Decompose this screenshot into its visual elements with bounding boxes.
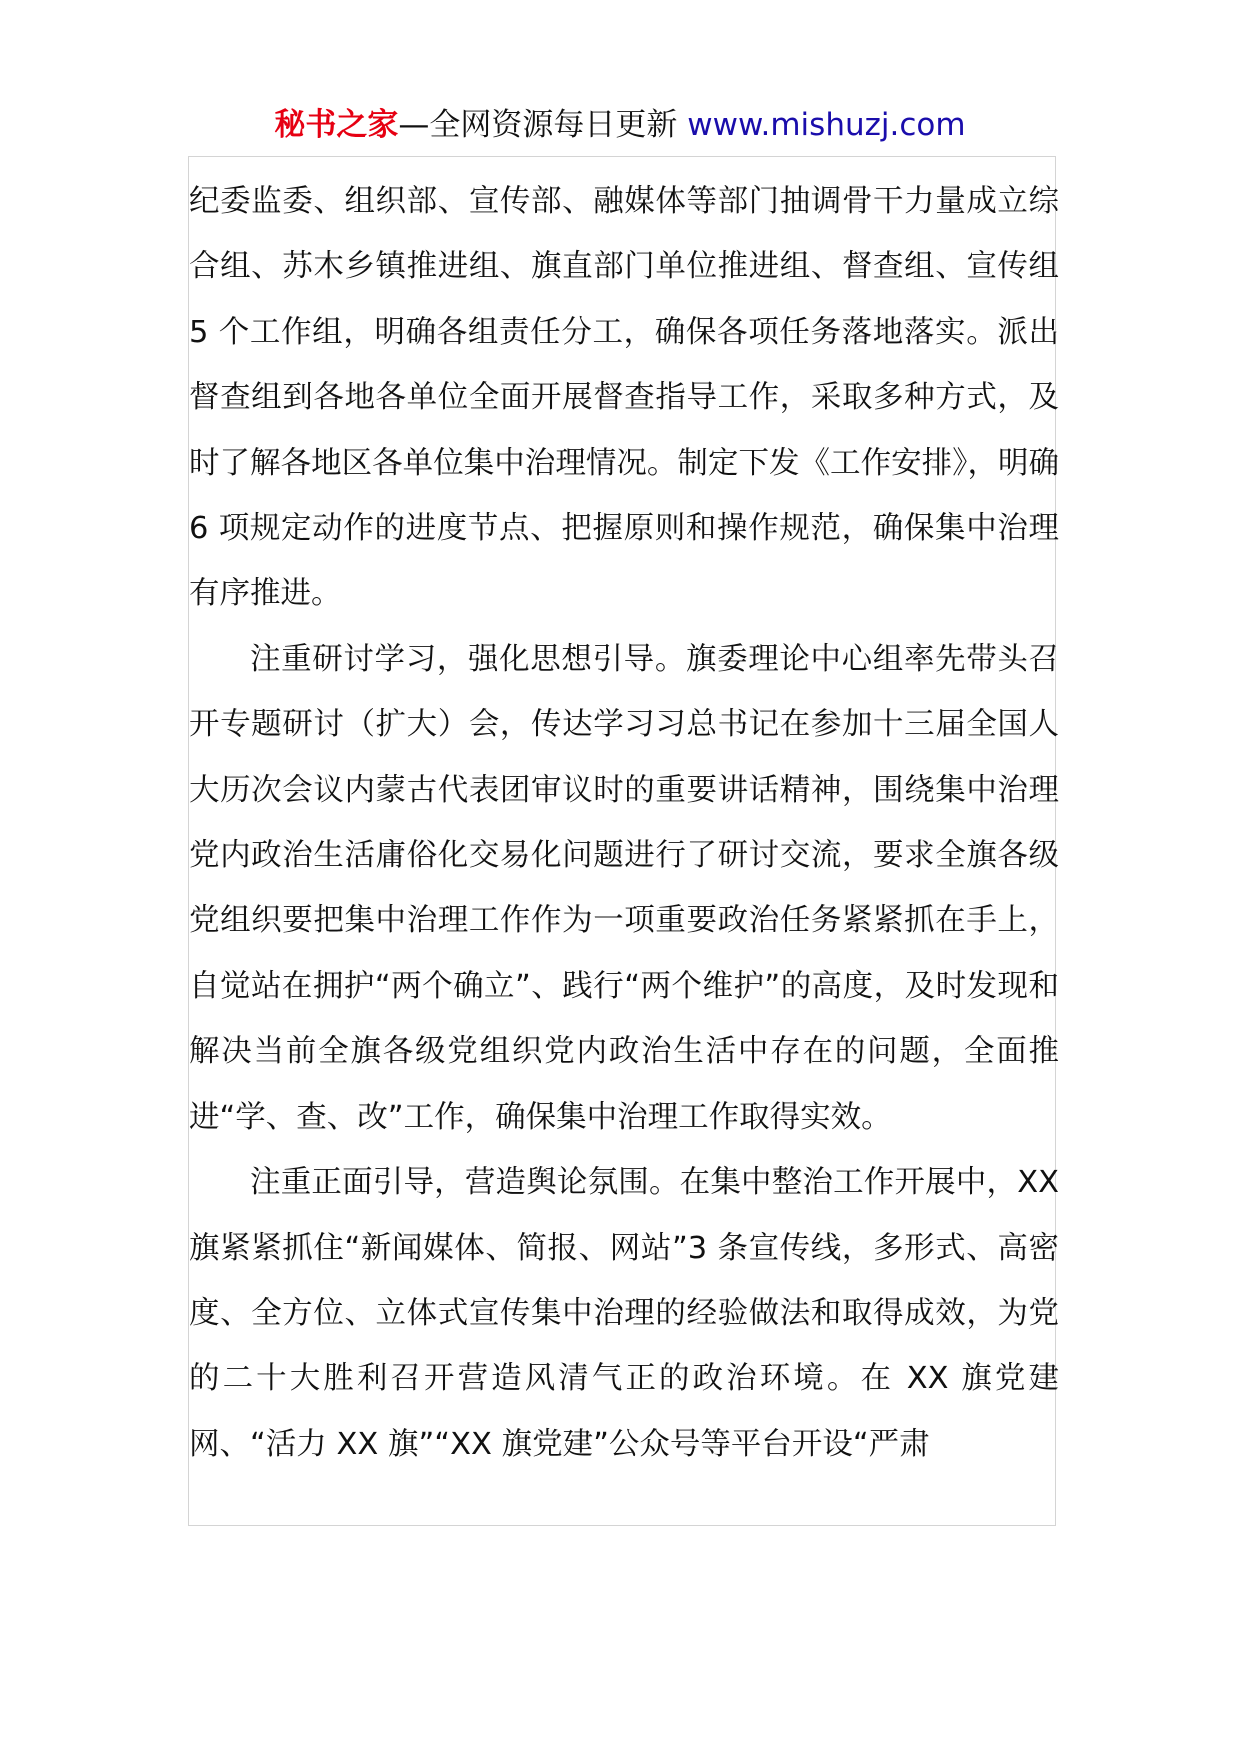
paragraph-1: 纪委监委、组织部、宣传部、融媒体等部门抽调骨干力量成立综合组、苏木乡镇推进组、旗直部门单位推进组、督查组、宣传组 5 个工作组，明确各组责任分工，确保各项任务落地落实。派出督查组到各地各单位全面开展督查指导工作，采取多种方式，及时了解各地区各单位集中治理情况。制定下发《工作安排》，明确 6 项规定动作的进度节点、把握原则和操作规范，确保集中治理有序推进。 bbox=[189, 184, 1059, 612]
site-tagline: —全网资源每日更新 bbox=[398, 107, 678, 143]
paragraph-2: 注重研讨学习，强化思想引导。旗委理论中心组率先带头召开专题研讨（扩大）会，传达学习习总书记在参加十三届全国人大历次会议内蒙古代表团审议时的重要讲话精神，围绕集中治理党内政治生活庸俗化交易化问题进行了研讨交流，要求全旗各级党组织要把集中治理工作作为一项重要政治任务紧紧抓在手上，自觉站在拥护“两个确立”、践行“两个维护”的高度，及时发现和解决当前全旗各级党组织党内政治生活中存在的问题，全面推进“学、查、改”工作，确保集中治理工作取得实效。 bbox=[189, 641, 1059, 1135]
page-header bbox=[0, 103, 1240, 147]
site-brand: 秘书之家 bbox=[274, 107, 399, 143]
document-body bbox=[189, 169, 1059, 1477]
paragraph-3: 注重正面引导，营造舆论氛围。在集中整治工作开展中，XX 旗紧紧抓住“新闻媒体、简报、网站”3 条宣传线，多形式、高密度、全方位、立体式宣传集中治理的经验做法和取得成效，为党的二十大胜利召开营造风清气正的政治环境。在 XX 旗党建网、“活力 XX 旗”“XX 旗党建”公众号等平台开设“严肃 bbox=[189, 1165, 1059, 1462]
site-url-link[interactable]: www.mishuzj.com bbox=[687, 107, 966, 143]
